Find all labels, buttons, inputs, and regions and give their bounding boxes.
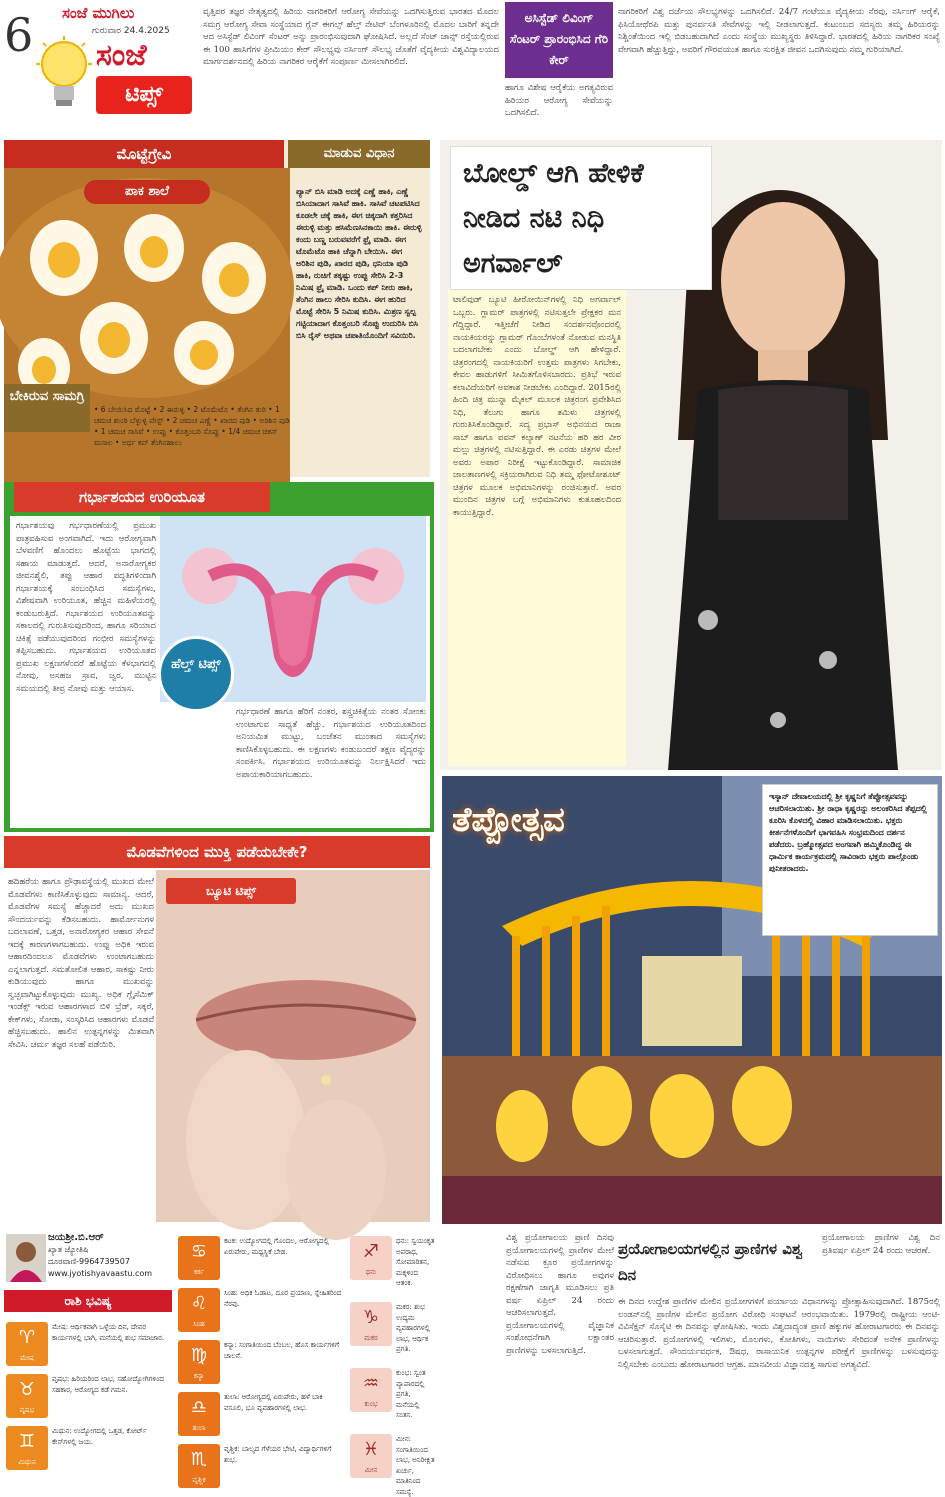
ingredients-list: • 6 ಬೇಯಿಸಿದ ಮೊಟ್ಟೆ • 2 ಈರುಳ್ಳಿ • 2 ಟೊಮೆಟೊ • ತೆಂಗಿನ ತುರಿ • 1 ಚಮಚ ಶುಂಠಿ ಬೆಳ್ಳುಳ್ಳಿ ಪೇಸ್ಟ್ • 2 ಚಮಚ ಎಣ್ಣೆ • ಖಾರದ ಪುಡಿ • ಅರಿಶಿನ ಪುಡಿ • 1 ಚಮಚ ಸಾಸಿವೆ • ಉಪ್ಪು • ಕೊತ್ತಂಬರಿ ಸೊಪ್ಪು • 1/4 ಚಮಚ ಚಿಕನ್ ಮಸಾಲ • ಅರ್ಧ ಕಪ್ ತೆಂಗಿನಹಾಲು bbox=[94, 405, 290, 447]
aquarius-icon: ♒ ಕುಂಭ bbox=[350, 1368, 392, 1412]
virgo-icon: ♍ ಕನ್ಯಾ bbox=[178, 1340, 220, 1384]
health-section bbox=[4, 482, 434, 832]
lips-photo bbox=[156, 870, 430, 1222]
sign-text: ಮಿಥುನ: ಉದ್ಯೋಗದಲ್ಲಿ ಒತ್ತಡ, ಕೋರ್ಟ್ ಕೇಸ್‌ಗಳಲ್ಲಿ ಜಯ. bbox=[52, 1427, 147, 1446]
sign-leo bbox=[176, 1286, 346, 1336]
sign-gemini bbox=[4, 1424, 172, 1474]
beauty-tips-label: ಬ್ಯೂಟಿ ಟಿಪ್ಸ್ bbox=[166, 878, 296, 904]
actress-article: ಟಾಲಿವುಡ್ ಬ್ಯೂಟಿ ಹೀರೋಯಿನ್‌ಗಳಲ್ಲಿ ನಿಧಿ ಅಗರ್ವಾಲ್ ಒಬ್ಬರು. ಗ್ಲಾಮರ್ ಪಾತ್ರಗಳಲ್ಲಿ ನಟಿಸುತ್ತಲೇ ಪ್ರೇಕ್ಷಕರ ಮನ ಗೆದ್ದಿದ್ದಾರೆ. ಇತ್ತೀಚೆಗೆ ನೀಡಿದ ಸಂದರ್ಶನವೊಂದರಲ್ಲಿ ನಾಯಕಿಯರನ್ನು ಗ್ಲಾಮರ್ ಗೊಂಬೆಗಳಂತೆ ನೋಡುವ ಮನಸ್ಥಿತಿ ಬದಲಾಗಬೇಕು ಎಂದು ಬೋಲ್ಡ್ ಆಗಿ ಹೇಳಿದ್ದಾರೆ. ಚಿತ್ರರಂಗದಲ್ಲಿ ನಾಯಕಿಯರಿಗೆ ಉತ್ತಮ ಪಾತ್ರಗಳು ಸಿಗಬೇಕು, ಕೇವಲ ಹಾಡುಗಳಿಗೆ ಸೀಮಿತಗೊಳಿಸಬಾರದು. ಪ್ರತಿಭೆ ಇರುವ ಕಲಾವಿದೆಯರಿಗೆ ಅವಕಾಶ ನೀಡಬೇಕು ಎಂದಿದ್ದಾರೆ. 2015ರಲ್ಲಿ ಹಿಂದಿ ಚಿತ್ರ ಮುನ್ನಾ ಮೈಕಲ್ ಮೂಲಕ ಚಿತ್ರರಂಗ ಪ್ರವೇಶಿಸಿದ ನಿಧಿ, ತೆಲುಗು ಹಾಗೂ ತಮಿಳು ಚಿತ್ರಗಳಲ್ಲಿ ಗುರುತಿಸಿಕೊಂಡಿದ್ದಾರೆ. ಸದ್ಯ ಪ್ರಭಾಸ್ ಅಭಿನಯದ ರಾಜಾ ಸಾಬ್ ಹಾಗೂ ಪವನ್ ಕಲ್ಯಾಣ್ ನಟನೆಯ ಹರಿ ಹರ ವೀರ ಮಲ್ಲು ಚಿತ್ರಗಳಲ್ಲಿ ನಟಿಸುತ್ತಿದ್ದಾರೆ. ಈ ಎರಡು ಚಿತ್ರಗಳ ಮೇಲೆ ಅವರು ಅಪಾರ ನಿರೀಕ್ಷೆ ಇಟ್ಟುಕೊಂಡಿದ್ದಾರೆ. ಸಾಮಾಜಿಕ ಜಾಲತಾಣಗಳಲ್ಲಿ ಸಕ್ರಿಯರಾಗಿರುವ ನಿಧಿ ತಮ್ಮ ಫೋಟೋಶೂಟ್ ಚಿತ್ರಗಳ ಮೂಲಕ ಅಭಿಮಾನಿಗಳನ್ನು ರಂಜಿಸುತ್ತಾರೆ. ಅವರ ಮುಂದಿನ ಚಿತ್ರಗಳ ಬಗ್ಗೆ ಅಭಿಮಾನಿಗಳು ಕುತೂಹಲದಿಂದ ಕಾಯುತ್ತಿದ್ದಾರೆ. bbox=[448, 290, 626, 766]
kitchen-label: ಪಾಕ ಶಾಲೆ bbox=[84, 180, 210, 204]
astrologer-website: www.jyotishyavaastu.com bbox=[48, 1269, 153, 1278]
sign-aries bbox=[4, 1320, 172, 1370]
actress-feature bbox=[440, 140, 942, 770]
health-tips-badge: ಹೆಲ್ತ್ ಟಿಪ್ಸ್ bbox=[158, 636, 234, 712]
sign-text: ಸಿಂಹ: ಅಧಿಕ ಓಡಾಟ, ದೂರ ಪ್ರಯಾಣ, ಸ್ನೇಹಿತರಿಂದ ನೆರವು. bbox=[224, 1289, 342, 1308]
acne-text: ಹದಿಹರೆಯ ಹಾಗೂ ಪ್ರೌಢಾವಸ್ಥೆಯಲ್ಲಿ ಮುಖದ ಮೇಲೆ ಮೊಡವೆಗಳು ಕಾಣಿಸಿಕೊಳ್ಳುವುದು ಸಾಮಾನ್ಯ. ಆದರೆ, ಮೊಡವೆಗಳ ಸಮಸ್ಯೆ ಹೆಚ್ಚಾದರೆ ಅದು ಮುಖದ ಸೌಂದರ್ಯವನ್ನು ಕೆಡಿಸಬಹುದು. ಹಾರ್ಮೋನುಗಳ ಬದಲಾವಣೆ, ಒತ್ತಡ, ಅನಾರೋಗ್ಯಕರ ಆಹಾರ ಸೇವನೆ ಇದಕ್ಕೆ ಕಾರಣಗಳಾಗಬಹುದು. ಉಪ್ಪು ಅಧಿಕ ಇರುವ ಆಹಾರದಿಂದಲೂ ಮೊಡವೆಗಳು ಉಂಟಾಗಬಹುದು ಎನ್ನಲಾಗುತ್ತದೆ. ಸಮತೋಲಿತ ಆಹಾರ, ಸಾಕಷ್ಟು ನೀರು ಕುಡಿಯುವುದು ಹಾಗೂ ಮುಖವನ್ನು ಸ್ವಚ್ಛವಾಗಿಟ್ಟುಕೊಳ್ಳುವುದು ಮುಖ್ಯ. ಅಧಿಕ ಗ್ಲೈಸೆಮಿಕ್ ಇಂಡೆಕ್ಸ್ ಇರುವ ಆಹಾರಗಳಾದ ಬಿಳಿ ಬ್ರೆಡ್, ಸಕ್ಕರೆ, ಕೇಕ್‌ಗಳು, ಸೋಡಾ, ಸಂಸ್ಕರಿಸಿದ ಆಹಾರಗಳು ಮೊಡವೆ ಹೆಚ್ಚಿಸಬಹುದು. ಹಾಲಿನ ಉತ್ಪನ್ನಗಳನ್ನು ಮಿತವಾಗಿ ಸೇವಿಸಿ. ಚರ್ಮ ತಜ್ಞರ ಸಲಹೆ ಪಡೆಯಿರಿ. bbox=[8, 877, 154, 1050]
astrologer-phone: ದೂರವಾಣಿ-9964739507 bbox=[48, 1257, 130, 1266]
recipe-title: ಮೊಟ್ಟೆಗ್ರೇವಿ bbox=[4, 140, 284, 168]
section-title: ಸಂಜೆ bbox=[96, 38, 147, 73]
sign-text: ತುಲಾ: ಆರೋಗ್ಯದಲ್ಲಿ ಏರುಪೇರು, ಹಳೆ ಬಾಕಿ ವಸೂಲಿ, ಭೂ ವ್ಯವಹಾರಗಳಲ್ಲಿ ಲಾಭ. bbox=[224, 1393, 323, 1412]
festival-caption: ಇಸ್ಕಾನ್ ದೇವಾಲಯದಲ್ಲಿ ಶ್ರೀ ಕೃಷ್ಣನಿಗೆ ತೆಪ್ಪೋತ್ಸವವನ್ನು ಆಚರಿಸಲಾಯಿತು. ಶ್ರೀ ರಾಧಾ ಕೃಷ್ಣರನ್ನು ಅಲಂಕರಿಸಿದ ತೆಪ್ಪದಲ್ಲಿ ಕೂರಿಸಿ ಕೊಳದಲ್ಲಿ ವಿಹಾರ ಮಾಡಿಸಲಾಯಿತು. ಭಕ್ತರು ಕೀರ್ತನೆಗಳೊಂದಿಗೆ ಭಾಗವಹಿಸಿ ಸಂಭ್ರಮದಿಂದ ದರ್ಶನ ಪಡೆದರು. ಬ್ರಹ್ಮೋತ್ಸವದ ಅಂಗವಾಗಿ ಹಮ್ಮಿಕೊಂಡಿದ್ದ ಈ ಧಾರ್ಮಿಕ ಕಾರ್ಯಕ್ರಮದಲ್ಲಿ ಸಾವಿರಾರು ಭಕ್ತರು ಪಾಲ್ಗೊಂಡು ಪುನೀತರಾದರು. bbox=[762, 784, 938, 936]
page-number: 6 bbox=[4, 8, 34, 62]
sign-scorpio bbox=[176, 1442, 346, 1492]
libra-icon: ♎ ತುಲಾ bbox=[178, 1392, 220, 1436]
lab-article-right: ಪ್ರಯೋಗಾಲಯ ಪ್ರಾಣಿಗಳ ವಿಶ್ವ ದಿನ ಪ್ರತಿವರ್ಷ ಏಪ್ರಿಲ್ 24 ರಂದು ಆಚರಣೆ. bbox=[822, 1233, 940, 1256]
sign-libra bbox=[176, 1390, 346, 1440]
ingredients-label: ಬೇಕಿರುವ ಸಾಮಗ್ರಿ bbox=[4, 384, 90, 432]
sign-text: ಕನ್ಯಾ: ಸಂಗಾತಿಯಿಂದ ಬೆಂಬಲ, ಹೊಸ ಕಾರ್ಯಗಳಿಗೆ ಚಾಲನೆ. bbox=[224, 1341, 340, 1360]
method-heading: ಮಾಡುವ ವಿಧಾನ bbox=[288, 140, 430, 168]
actress-headline: ಬೋಲ್ಡ್ ಆಗಿ ಹೇಳಿಕೆ ನೀಡಿದ ನಟಿ ನಿಧಿ ಅಗರ್ವಾಲ್ bbox=[450, 146, 712, 290]
horoscope-section bbox=[4, 1228, 436, 1496]
lab-article-body: ಈ ದಿನದ ಉದ್ದೇಶ ಪ್ರಾಣಿಗಳ ಮೇಲಿನ ಪ್ರಯೋಗಗಳಿಗೆ ಪರ್ಯಾಯ ವಿಧಾನಗಳನ್ನು ಪ್ರೋತ್ಸಾಹಿಸುವುದಾಗಿದೆ. 1875ರಲ್ಲಿ ಲಂಡನ್‌ನಲ್ಲಿ ಪ್ರಾಣಿಗಳ ಮೇಲಿನ ಪ್ರಯೋಗ ವಿರೋಧಿ ಸಂಘಟನೆ ಆರಂಭವಾಯಿತು. 1979ರಲ್ಲಿ ರಾಷ್ಟ್ರೀಯ ಆಂಟಿ-ವಿವಿಸೆಕ್ಷನ್ ಸೊಸೈಟಿ ಈ ದಿನವನ್ನು ಘೋಷಿಸಿತು. ಇಂದು ವಿಶ್ವದಾದ್ಯಂತ ಪ್ರಾಣಿ ಹಕ್ಕುಗಳ ಹೋರಾಟಗಾರರು ಈ ದಿನವನ್ನು ಆಚರಿಸುತ್ತಾರೆ. ಪ್ರಯೋಗಗಳಲ್ಲಿ ಇಲಿಗಳು, ಮೊಲಗಳು, ಕೋತಿಗಳು, ನಾಯಿಗಳು ಸೇರಿದಂತೆ ಅನೇಕ ಪ್ರಾಣಿಗಳನ್ನು ಬಳಸಲಾಗುತ್ತದೆ. ಸೌಂದರ್ಯವರ್ಧಕ, ಔಷಧ, ರಾಸಾಯನಿಕ ಉತ್ಪನ್ನಗಳ ಪರೀಕ್ಷೆಗೆ ಪ್ರಾಣಿಗಳನ್ನು ಬಳಸುವುದನ್ನು ನಿಲ್ಲಿಸಬೇಕು ಎಂಬುದು ಹೋರಾಟಗಾರರ ಆಗ್ರಹ. ಮಾನವೀಯ ವಿಜ್ಞಾನದತ್ತ ಸಾಗುವ ಅಗತ್ಯವಿದೆ. bbox=[618, 1297, 940, 1370]
horoscope-heading: ರಾಶಿ ಭವಿಷ್ಯ bbox=[4, 1290, 172, 1312]
astrologer-title: ಖ್ಯಾತ ಜ್ಯೋತಿಷಿ bbox=[48, 1245, 89, 1254]
recipe-method: ಪ್ಯಾನ್ ಬಿಸಿ ಮಾಡಿ ಅದಕ್ಕೆ ಎಣ್ಣೆ ಹಾಕಿ, ಎಣ್ಣೆ ಬಿಸಿಯಾದಾಗ ಸಾಸಿವೆ ಹಾಕಿ. ಸಾಸಿವೆ ಚಟಪಟಿಸಿದ ಕೂಡಲೇ ಚಕ್ಕೆ ಹಾಕಿ, ಈಗ ಚಿಕ್ಕದಾಗಿ ಕತ್ತರಿಸಿದ ಈರುಳ್ಳಿ ಮತ್ತು ಹಸಿಮೆಣಸಿನಕಾಯಿ ಹಾಕಿ. ಈರುಳ್ಳಿ ಕಂದು ಬಣ್ಣ ಬರುವವರೆಗೆ ಫ್ರೈ ಮಾಡಿ. ಈಗ ಟೊಮೆಟೊ ಹಾಕಿ ಚೆನ್ನಾಗಿ ಬೇಯಿಸಿ. ಈಗ ಅರಿಶಿನ ಪುಡಿ, ಖಾರದ ಪುಡಿ, ಧನಿಯಾ ಪುಡಿ ಹಾಕಿ, ರುಚಿಗೆ ತಕ್ಕಷ್ಟು ಉಪ್ಪು ಸೇರಿಸಿ 2-3 ನಿಮಿಷ ಫ್ರೈ ಮಾಡಿ. ಒಂದು ಕಪ್ ನೀರು ಹಾಕಿ, ತೆಂಗಿನ ಹಾಲು ಸೇರಿಸಿ ಕುದಿಸಿ. ಈಗ ಹುರಿದ ಮೊಟ್ಟೆ ಸೇರಿಸಿ 5 ನಿಮಿಷ ಕುದಿಸಿ. ಮಿಶ್ರಣ ಸ್ವಲ್ಪ ಗಟ್ಟಿಯಾದಾಗ ಕೊತ್ತಂಬರಿ ಸೊಪ್ಪು ಉದುರಿಸಿ ಬಿಸಿ ಬಿಸಿ ರೈಸ್ ಅಥವಾ ಚಪಾತಿಯೊಂದಿಗೆ ಸವಿಯಿರಿ. bbox=[296, 187, 422, 340]
paper-date: ಗುರುವಾರ 24.4.2025 bbox=[92, 26, 170, 36]
sign-virgo bbox=[176, 1338, 346, 1388]
sign-capricorn bbox=[348, 1300, 436, 1353]
sign-pisces bbox=[348, 1432, 436, 1496]
capricorn-icon: ♑ ಮಕರ bbox=[350, 1302, 392, 1346]
health-heading: ಗರ್ಭಾಶಯದ ಉರಿಯೂತ bbox=[14, 482, 270, 512]
sign-aquarius bbox=[348, 1366, 436, 1419]
sign-cancer bbox=[176, 1234, 346, 1284]
lab-article-left: ವಿಶ್ವ ಪ್ರಯೋಗಾಲಯ ಪ್ರಾಣಿ ದಿನವು ಪ್ರಯೋಗಾಲಯಗಳಲ್ಲಿ ಪ್ರಾಣಿಗಳ ಮೇಲೆ ನಡೆಸುವ ಕ್ರೂರ ಪ್ರಯೋಗಗಳನ್ನು ವಿರೋಧಿಸಲು ಹಾಗೂ ಅವುಗಳ ರಕ್ಷಣೆಗಾಗಿ ಜಾಗೃತಿ ಮೂಡಿಸಲು ಪ್ರತಿ ವರ್ಷ ಏಪ್ರಿಲ್ 24 ರಂದು ಆಚರಿಸಲಾಗುತ್ತದೆ. ಪ್ರಯೋಗಾಲಯಗಳಲ್ಲಿ ವೈಜ್ಞಾನಿಕ ಸಂಶೋಧನೆಗಾಗಿ ಲಕ್ಷಾಂತರ ಪ್ರಾಣಿಗಳನ್ನು ಬಳಸಲಾಗುತ್ತಿದೆ. bbox=[506, 1233, 614, 1356]
recipe-section bbox=[4, 140, 430, 477]
intro-article-right: ನಾಗರಿಕರಿಗೆ ವಿಶ್ವ ದರ್ಜೆಯ ಸೌಲಭ್ಯಗಳನ್ನು ಒದಗಿಸಲಿದೆ. 24/7 ಗಂಟೆಯೂ ವೈದ್ಯಕೀಯ ನೆರವು, ನರ್ಸಿಂಗ್ ಆರೈಕೆ, ಫಿಸಿಯೋಥೆರಪಿ ಮತ್ತು ಪುನರ್ವಸತಿ ಸೇವೆಗಳನ್ನು ಇಲ್ಲಿ ನೀಡಲಾಗುತ್ತದೆ. ಕುಟುಂಬದ ಸದಸ್ಯರು ತಮ್ಮ ಹಿರಿಯರನ್ನು ನಿಶ್ಚಿಂತೆಯಿಂದ ಇಲ್ಲಿ ಬಿಡಬಹುದಾಗಿದೆ ಎಂದು ಸಂಸ್ಥೆಯ ಮುಖ್ಯಸ್ಥರು ತಿಳಿಸಿದ್ದಾರೆ. ಭಾರತದಲ್ಲಿ ಹಿರಿಯ ನಾಗರಿಕರ ಸಂಖ್ಯೆ ವೇಗವಾಗಿ ಹೆಚ್ಚುತ್ತಿದ್ದು, ಅವರಿಗೆ ಗೌರವಯುತ ಹಾಗೂ ಸುರಕ್ಷಿತ ಜೀವನ ಒದಗಿಸುವುದು ನಮ್ಮ ಗುರಿಯಾಗಿದೆ. bbox=[618, 7, 940, 55]
gemini-icon: ♊ ಮಿಥುನ bbox=[6, 1426, 48, 1470]
lightbulb-icon bbox=[36, 36, 92, 114]
taurus-icon: ♉ ವೃಷಭ bbox=[6, 1374, 48, 1418]
intro-article-mid: ಹಾಗೂ ವಿಶೇಷ ಆರೈಕೆಯ ಅಗತ್ಯವಿರುವ ಹಿರಿಯರ ಆರೋಗ್ಯ ಸೇವೆಯನ್ನು ಒದಗಿಸಲಿದೆ. bbox=[505, 83, 613, 118]
pisces-icon: ♓ ಮೀನ bbox=[350, 1434, 392, 1478]
intro-article-left: ವೃತ್ತಿಪರ ತಜ್ಞರ ನೇತೃತ್ವದಲ್ಲಿ ಹಿರಿಯ ನಾಗರಿಕರಿಗೆ ಆರೋಗ್ಯ ಸೇವೆಯನ್ನು ಒದಗಿಸುತ್ತಿರುವ ಭಾರತದ ಮೊದಲ ಸಮಗ್ರ ಆರೋಗ್ಯ ಸೇವಾ ಸಂಸ್ಥೆಯಾದ ಗ್ಲೆನ್ ಈಗಲ್ಸ್ ಹೆಲ್ತ್ ನೇಟಿವ್ ಬೆಂಗಳೂರಿನಲ್ಲಿ ಮೊದಲ ಬಾರಿಗೆ ತನ್ನದೇ ಆದ ಅಸಿಸ್ಟೆಡ್ ಲಿವಿಂಗ್ ಸೆಂಟರ್ ಅನ್ನು ಪ್ರಾರಂಭಿಸುವುದಾಗಿ ಘೋಷಿಸಿದೆ. ಅಲ್ಲದೆ ಸೆಂಟ್ ಜಾನ್ಸ್ ರಸ್ತೆಯಲ್ಲಿರುವ ಈ 100 ಹಾಸಿಗೆಗಳ ಪ್ರೀಮಿಯಂ ಕೇರ್ ಸೌಲಭ್ಯವು ನರ್ಸಿಂಗ್ ಸೌಲಭ್ಯ ಜೊತೆಗೆ ವೈದ್ಯಕೀಯ ವಿಶ್ವವಿದ್ಯಾಲಯದ ಮಾರ್ಗದರ್ಶನದಲ್ಲಿ ಹಿರಿಯ ನಾಗರಿಕರ ಆರೈಕೆಗೆ ಸಂಪೂರ್ಣ ಮೀಸಲಾಗಿರಲಿದೆ. bbox=[203, 7, 499, 67]
leo-icon: ♌ ಸಿಂಹ bbox=[178, 1288, 220, 1332]
article-banner: ಅಸಿಸ್ಟೆಡ್ ಲಿವಿಂಗ್ ಸೆಂಟರ್ ಪ್ರಾರಂಭಿಸಿದ ಗೆರಿ ಕೇರ್ bbox=[505, 2, 613, 78]
health-body bbox=[10, 516, 430, 828]
astrologer-info bbox=[48, 1232, 176, 1284]
acne-heading: ಮೊಡವೆಗಳಿಂದ ಮುಕ್ತಿ ಪಡೆಯಬೇಕೇ? bbox=[4, 836, 430, 868]
sagittarius-icon: ♐ ಧನು bbox=[350, 1236, 392, 1280]
section-subtitle: ಟಿಪ್ಸ್ bbox=[96, 76, 192, 114]
festival-section bbox=[442, 776, 942, 1224]
masthead bbox=[0, 0, 200, 130]
aries-icon: ♈ ಮೇಷ bbox=[6, 1322, 48, 1366]
sign-text: ಮೀನ: ಸಂಗಾತಿಯಿಂದ ಲಾಭ, ಅನಿರೀಕ್ಷಿತ ಖರ್ಚು, ಮಾತಿನಿಂದ ಸಮಸ್ಯೆ. bbox=[396, 1435, 435, 1496]
astrologer-photo bbox=[6, 1234, 46, 1282]
sign-text: ವೃಶ್ಚಿಕ: ಬಾಲ್ಯದ ಗೆಳೆಯರ ಭೇಟಿ, ವಿದ್ಯಾರ್ಥಿಗಳಿಗೆ ಶುಭ. bbox=[224, 1445, 332, 1464]
sign-text: ಕಟಕ: ಉದ್ಯೋಗದಲ್ಲಿ ಗೊಂದಲ, ಆರೋಗ್ಯದಲ್ಲಿ ಏರುಪೇರು, ಮಧ್ಯಸ್ಥಿಕೆ ಬೇಡ. bbox=[224, 1237, 329, 1256]
astrologer-name: ಜಯಶ್ರೀ.ಬಿ.ಆರ್ bbox=[48, 1232, 104, 1243]
sign-text: ಮಕರ: ಶುಭ ಉದ್ಯಮ ವ್ಯವಹಾರಗಳಲ್ಲಿ ಲಾಭ, ಆರ್ಥಿಕ ಪ್ರಗತಿ. bbox=[396, 1303, 430, 1353]
sign-text: ಧನು: ಸ್ವಯಂಕೃತ ಅಪರಾಧ, ಸೋಮಾರಿತನ, ಮಕ್ಕಳಿಂದ ಆತಂಕ. bbox=[396, 1237, 435, 1287]
sign-text: ವೃಷಭ: ಹಿರಿಯರಿಂದ ಲಾಭ, ಸಹೋದ್ಯೋಗಿಗಳಿಂದ ಸಹಕಾರ, ಆರೋಗ್ಯದ ಕಡೆ ಗಮನ. bbox=[52, 1375, 164, 1394]
festival-title: ತೆಪ್ಪೋತ್ಸವ bbox=[452, 800, 565, 840]
lab-headline: ಪ್ರಯೋಗಾಲಯಗಳಲ್ಲಿನ ಪ್ರಾಣಿಗಳ ವಿಶ್ವ ದಿನ bbox=[618, 1240, 803, 1284]
scorpio-icon: ♏ ವೃಶ್ಚಿಕ bbox=[178, 1444, 220, 1488]
cancer-icon: ♋ ಕರ್ಕ bbox=[178, 1236, 220, 1280]
sign-text: ಮೇಷ: ಆರ್ಥಿಕವಾಗಿ ಒಳ್ಳೆಯ ದಿನ, ದೇವರ ಕಾರ್ಯಗಳಲ್ಲಿ ಭಾಗಿ, ಮನೆಯಲ್ಲಿ ಶುಭ ಸಮಾಚಾರ. bbox=[52, 1323, 165, 1342]
health-text-col2: ಗರ್ಭಧಾರಣೆ ಹಾಗೂ ಹೆರಿಗೆ ನಂತರ, ಶಸ್ತ್ರಚಿಕಿತ್ಸೆಯ ನಂತರ ಸೋಂಕು ಉಂಟಾಗುವ ಸಾಧ್ಯತೆ ಹೆಚ್ಚು. ಗರ್ಭಾಶಯದ ಉರಿಯೂತದಿಂದ ಅನಿಯಮಿತ ಮುಟ್ಟು, ಬಂಜೆತನ ಮುಂತಾದ ಸಮಸ್ಯೆಗಳು ಕಾಣಿಸಿಕೊಳ್ಳಬಹುದು. ಈ ಲಕ್ಷಣಗಳು ಕಂಡುಬಂದರೆ ತಕ್ಷಣ ವೈದ್ಯರನ್ನು ಸಂಪರ್ಕಿಸಿ. ಗರ್ಭಾಶಯದ ಉರಿಯೂತವನ್ನು ನಿರ್ಲಕ್ಷಿಸಿದರೆ ಇದು ಅಪಾಯಕಾರಿಯಾಗಬಹುದು. bbox=[236, 707, 426, 780]
sign-sagittarius bbox=[348, 1234, 436, 1287]
sign-taurus bbox=[4, 1372, 172, 1422]
sign-text: ಕುಂಭ: ಸ್ವಂತ ವ್ಯಾಪಾರದಲ್ಲಿ ಪ್ರಗತಿ, ಮನೆಯಲ್ಲಿ ಸಂತಸ. bbox=[396, 1369, 426, 1419]
paper-name: ಸಂಜೆ ಮುಗಿಲು bbox=[62, 4, 135, 22]
health-text-col1: ಗರ್ಭಾಶಯವು ಗರ್ಭಧಾರಣೆಯಲ್ಲಿ ಪ್ರಮುಖ ಪಾತ್ರವಹಿಸುವ ಅಂಗವಾಗಿದೆ. ಇದು ಆರೋಗ್ಯವಾಗಿ ಬೆಳವಣಿಗೆ ಹೊಂದಲು ಹೊಟ್ಟೆಯ ಭಾಗದಲ್ಲಿ ಸಹಾಯ ಮಾಡುತ್ತದೆ. ಆದರೆ, ಅನಾರೋಗ್ಯಕರ ಜೀವನಶೈಲಿ, ತಪ್ಪು ಆಹಾರ ಪದ್ಧತಿಗಳಿಂದಾಗಿ ಗರ್ಭಾಶಯಕ್ಕೆ ಸಂಬಂಧಿಸಿದ ಸಮಸ್ಯೆಗಳು, ವಿಶೇಷವಾಗಿ ಉರಿಯೂತ, ಹೆಚ್ಚಿನ ಮಹಿಳೆಯರಲ್ಲಿ ಕಂಡುಬರುತ್ತಿದೆ. ಗರ್ಭಾಶಯದ ಉರಿಯೂತವನ್ನು ಸಕಾಲದಲ್ಲಿ ಗುರುತಿಸುವುದರಿಂದ, ಹಾಗೂ ಸರಿಯಾದ ಚಿಕಿತ್ಸೆ ಪಡೆಯುವುದರಿಂದ ಗಂಭೀರ ಸಮಸ್ಯೆಗಳನ್ನು ತಪ್ಪಿಸಬಹುದು. ಗರ್ಭಾಶಯದ ಉರಿಯೂತದ ಪ್ರಮುಖ ಲಕ್ಷಣಗಳೆಂದರೆ ಹೊಟ್ಟೆಯ ಕೆಳಭಾಗದಲ್ಲಿ ನೋವು, ಅಸಹಜ ಸ್ರಾವ, ಜ್ವರ, ಮುಟ್ಟಿನ ಸಮಯದಲ್ಲಿ ತೀವ್ರ ನೋವು ಮತ್ತು ಆಯಾಸ. bbox=[16, 521, 156, 694]
